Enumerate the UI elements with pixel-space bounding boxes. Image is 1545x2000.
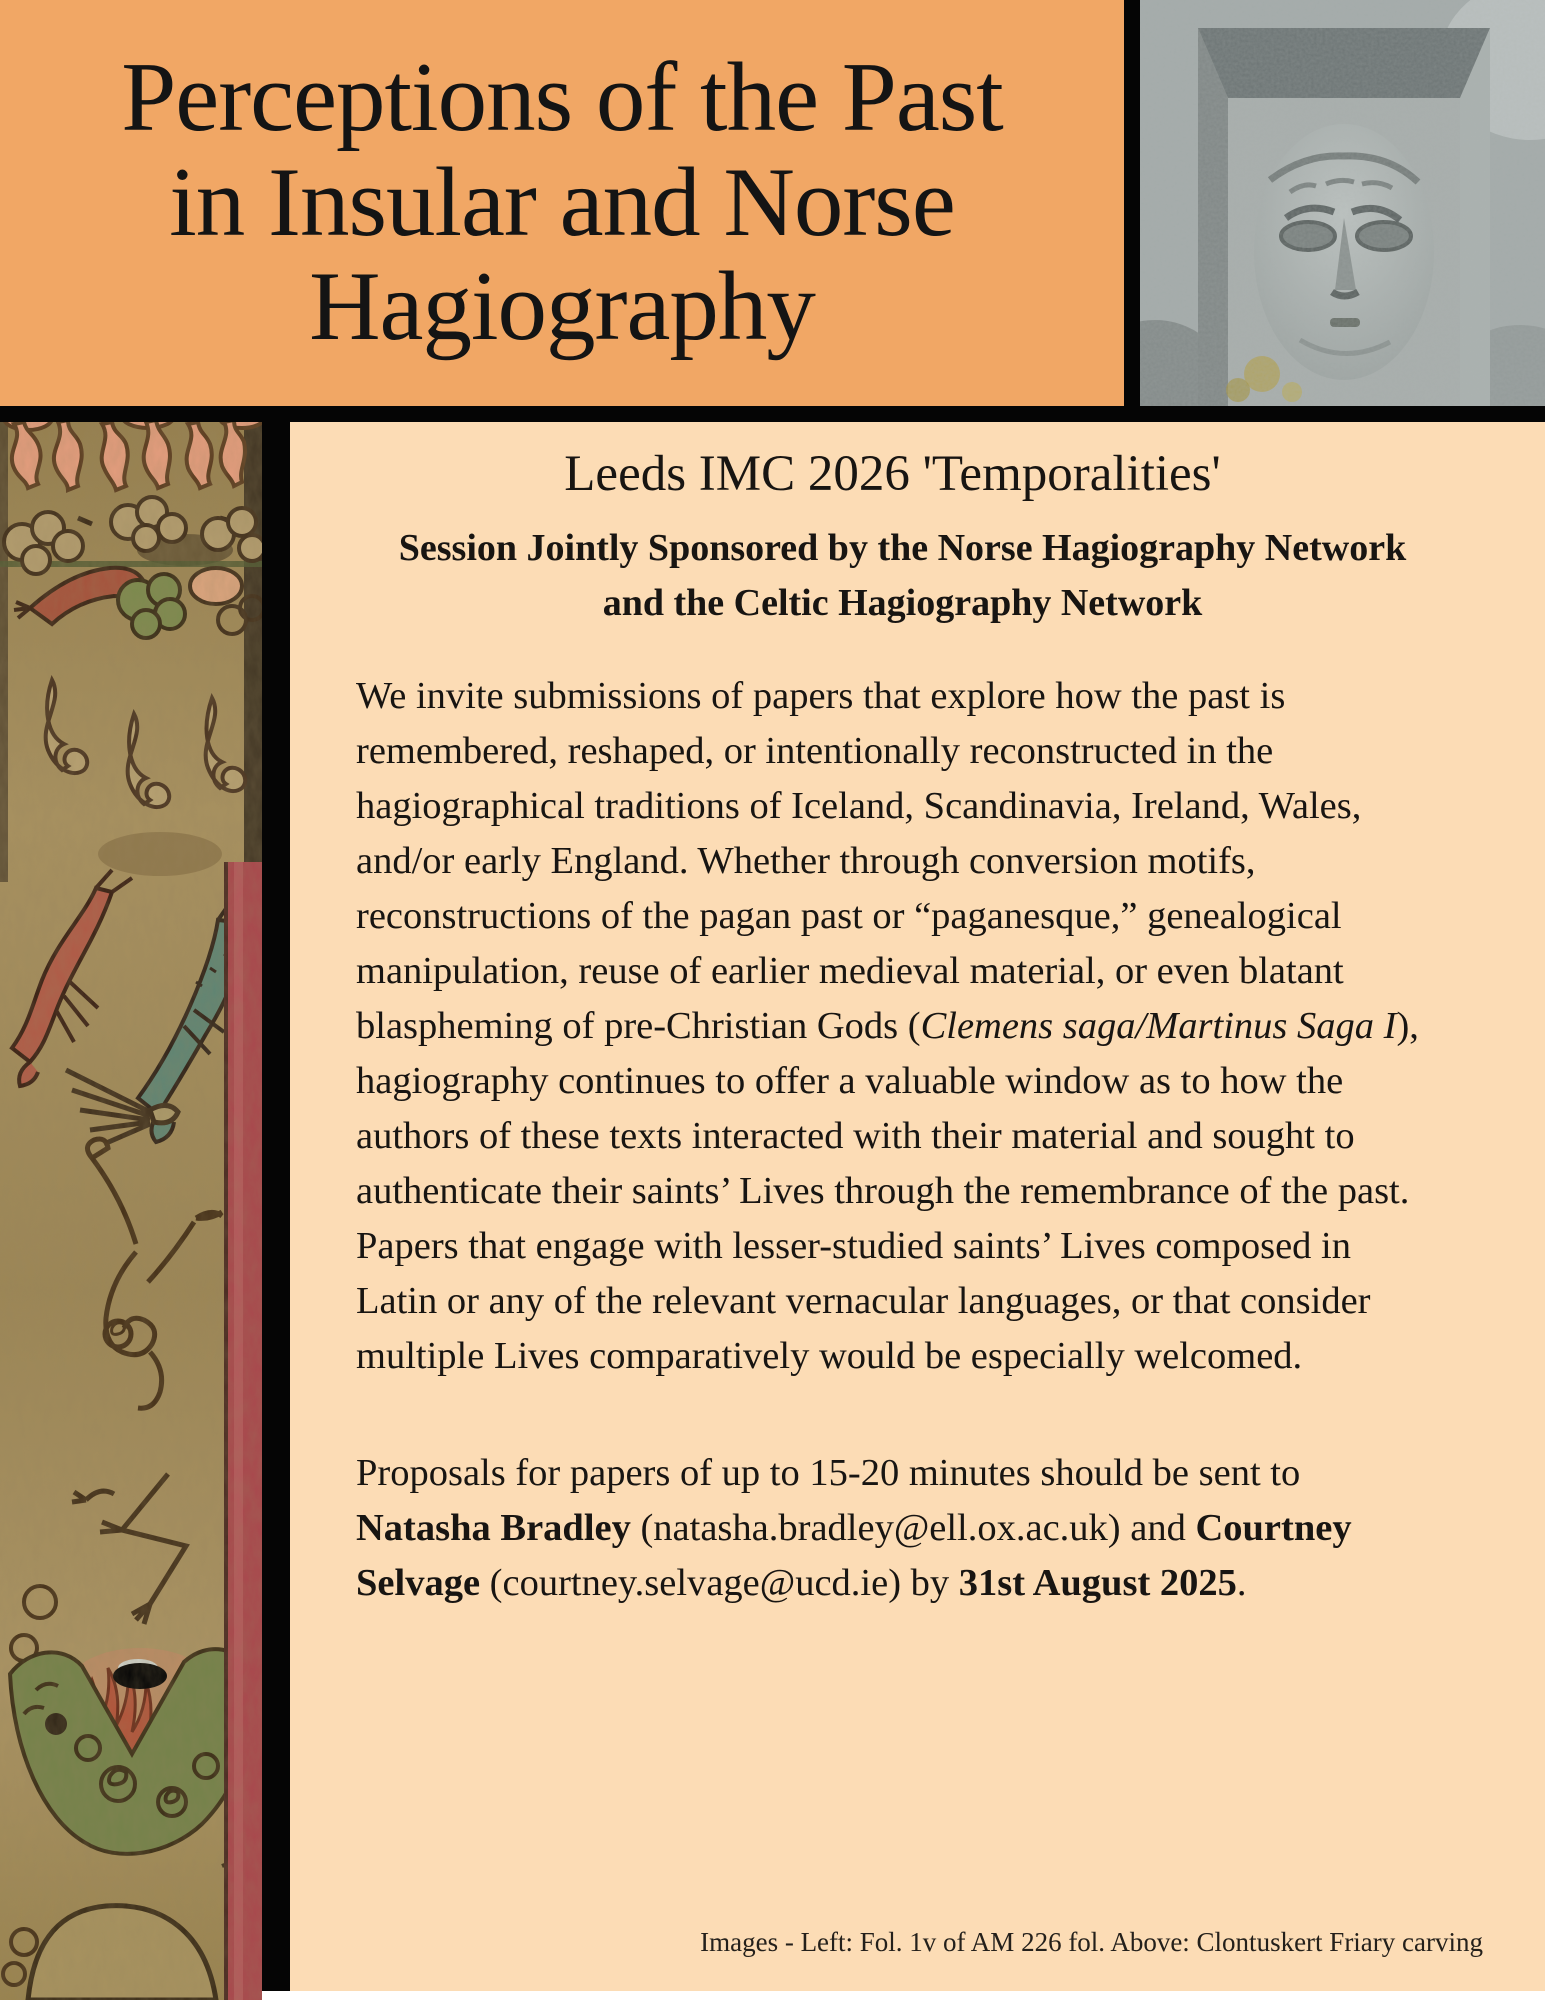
- poster-title-line: Perceptions of the Past: [121, 42, 1003, 152]
- stone-carving-image: [1140, 0, 1545, 406]
- conference-heading: Leeds IMC 2026 'Temporalities': [564, 446, 1221, 502]
- poster-title: [121, 42, 1003, 362]
- body-run: ), hagiography continues to offer a valuable window as to how the authors of these texts interacted with their material and sought to authenticate their saints’ Lives through the remembrance of the past. Papers that engage with lesser-studied saints’ Lives composed in Latin or any of the relevant vernacular languages, or that consider multiple Lives comparatively would be especially welcomed.: [356, 1005, 1419, 1378]
- proposals-run: (natasha.bradley@ell.ox.ac.uk) and: [630, 1507, 1196, 1550]
- image-credit-caption: Images - Left: Fol. 1v of AM 226 fol. Above: Clontuskert Friary carving: [700, 1927, 1483, 1957]
- subheading-line: Session Jointly Sponsored by the Norse Hagiography Network: [398, 527, 1407, 570]
- proposals-text: [356, 1446, 1435, 1611]
- manuscript-strip-image: [0, 422, 262, 2000]
- cfp-body-text: [356, 669, 1435, 1384]
- deadline-date: 31st August 2025: [958, 1562, 1237, 1605]
- session-sponsor-subheading: [300, 521, 1505, 631]
- proposals-run: (courtney.selvage@ucd.ie) by: [480, 1562, 959, 1605]
- contact-name: Courtney Selvage: [356, 1507, 1352, 1605]
- body-run: We invite submissions of papers that explore how the past is remembered, reshaped, or intentionally reconstructed in the hagiographical traditions of Iceland, Scandinavia, Ireland, Wales, and/or early England. Whether through conversion motifs, reconstructions of the pagan past or “paganesque,” genealogical manipulation, reuse of earlier medieval material, or even blatant blaspheming of pre-Christian Gods (: [356, 675, 1362, 1048]
- main-content: [290, 422, 1545, 2000]
- body-run-italic: Clemens saga/Martinus Saga I: [920, 1005, 1397, 1048]
- contact-name: Natasha Bradley: [356, 1507, 631, 1550]
- proposals-run: Proposals for papers of up to 15-20 minutes should be sent to: [356, 1452, 1301, 1495]
- poster-title-line: in Insular and Norse: [169, 147, 955, 257]
- proposals-run: .: [1236, 1562, 1247, 1605]
- bottom-edge-sliver: [262, 1991, 1545, 2000]
- subheading-line: and the Celtic Hagiography Network: [602, 582, 1203, 625]
- poster-title-line: Hagiography: [309, 252, 815, 362]
- poster-banner: [0, 0, 1124, 406]
